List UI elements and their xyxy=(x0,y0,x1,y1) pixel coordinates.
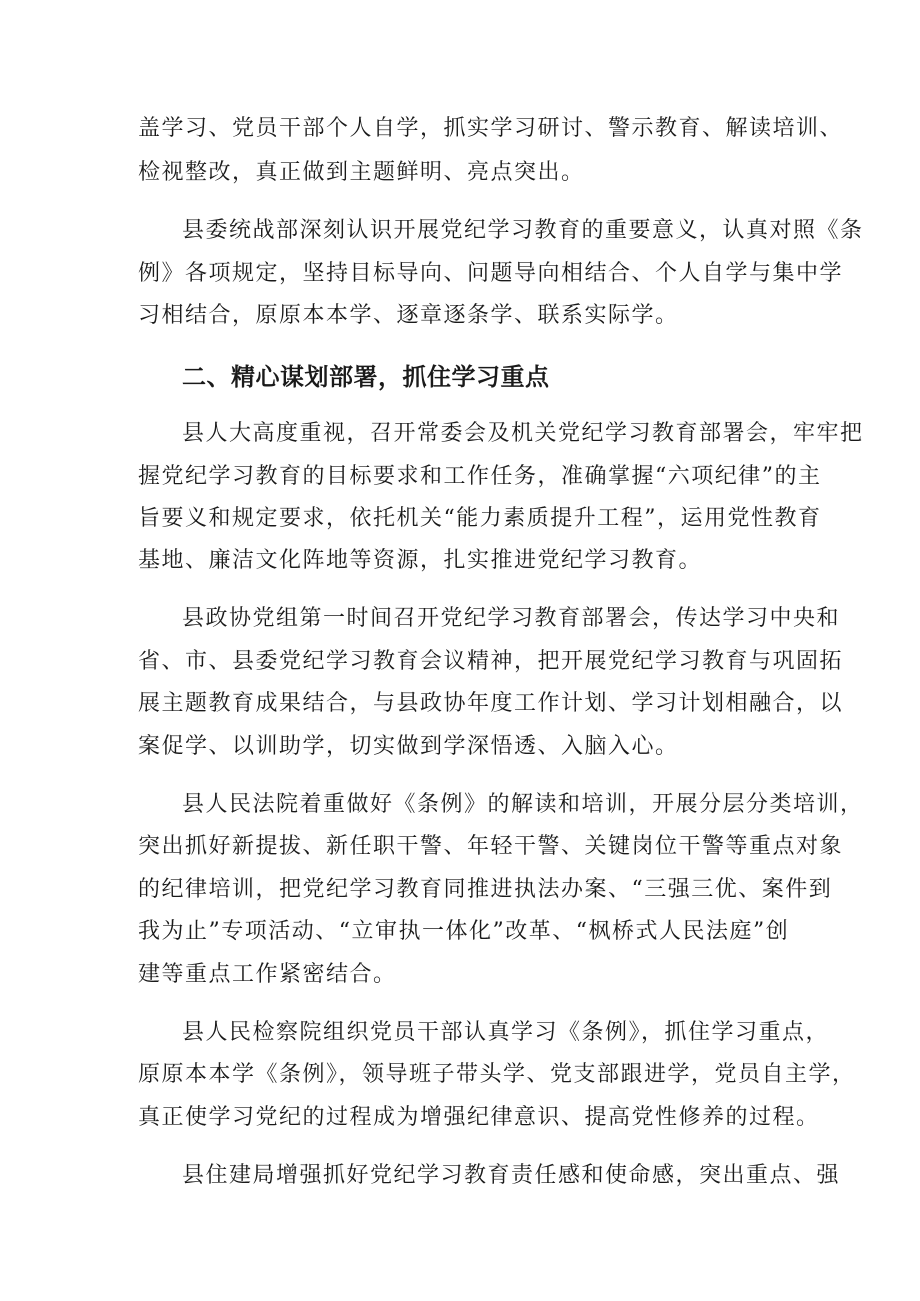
paragraph-1-line-1: 盖学习、党员干部个人自学，抓实学习研讨、警示教育、解读培训、 xyxy=(138,116,844,141)
paragraph-6-line-2: 原原本本学《条例》，领导班子带头学、党支部跟进学，党员自主学， xyxy=(138,1062,856,1087)
paragraph-5-line-2: 突出抓好新提拔、新任职干警、年轻干警、关键岗位干警等重点对象 xyxy=(138,834,844,859)
paragraph-2-line-1: 县委统战部深刻认识开展党纪学习教育的重要意义，认真对照《条 xyxy=(182,218,864,243)
paragraph-4-line-4: 案促学、以训助学，切实做到学深悟透、入脑入心。 xyxy=(138,734,679,759)
paragraph-5-line-1: 县人民法院着重做好《条例》的解读和培训，开展分层分类培训， xyxy=(182,792,864,817)
paragraph-4-line-1: 县政协党组第一时间召开党纪学习教育部署会，传达学习中央和 xyxy=(182,606,841,631)
paragraph-6-line-1: 县人民检察院组织党员干部认真学习《条例》，抓住学习重点， xyxy=(182,1020,830,1045)
paragraph-3-line-2: 握党纪学习教育的目标要求和工作任务，准确掌握“六项纪律”的主 xyxy=(138,464,822,489)
paragraph-5-line-3: 的纪律培训，把党纪学习教育同推进执法办案、“三强三优、案件到 xyxy=(138,877,833,902)
paragraph-4-line-2: 省、市、县委党纪学习教育会议精神，把开展党纪学习教育与巩固拓 xyxy=(138,649,844,674)
paragraph-7-line-1: 县住建局增强抓好党纪学习教育责任感和使命感，突出重点、强 xyxy=(182,1163,841,1188)
paragraph-1-line-2: 检视整改，真正做到主题鲜明、亮点突出。 xyxy=(138,160,585,185)
paragraph-3-line-3: 旨要义和规定要求，依托机关“能力素质提升工程”，运用党性教育 xyxy=(138,506,822,531)
paragraph-2-line-3: 习相结合，原原本本学、逐章逐条学、联系实际学。 xyxy=(138,303,679,328)
paragraph-3-line-4: 基地、廉洁文化阵地等资源，扎实推进党纪学习教育。 xyxy=(138,548,703,573)
paragraph-5-line-4: 我为止”专项活动、“立审执一体化”改革、“枫桥式人民法庭”创 xyxy=(138,919,790,944)
section-heading: 二、精心谋划部署，抓住学习重点 xyxy=(182,363,550,391)
paragraph-6-line-3: 真正使学习党纪的过程成为增强纪律意识、提高党性修养的过程。 xyxy=(138,1105,820,1130)
paragraph-2-line-2: 例》各项规定，坚持目标导向、问题导向相结合、个人自学与集中学 xyxy=(138,261,844,286)
paragraph-3-line-1: 县人大高度重视，召开常委会及机关党纪学习教育部署会，牢牢把 xyxy=(182,421,864,446)
paragraph-4-line-3: 展主题教育成果结合，与县政协年度工作计划、学习计划相融合，以 xyxy=(138,691,844,716)
paragraph-5-line-5: 建等重点工作紧密结合。 xyxy=(138,962,397,987)
